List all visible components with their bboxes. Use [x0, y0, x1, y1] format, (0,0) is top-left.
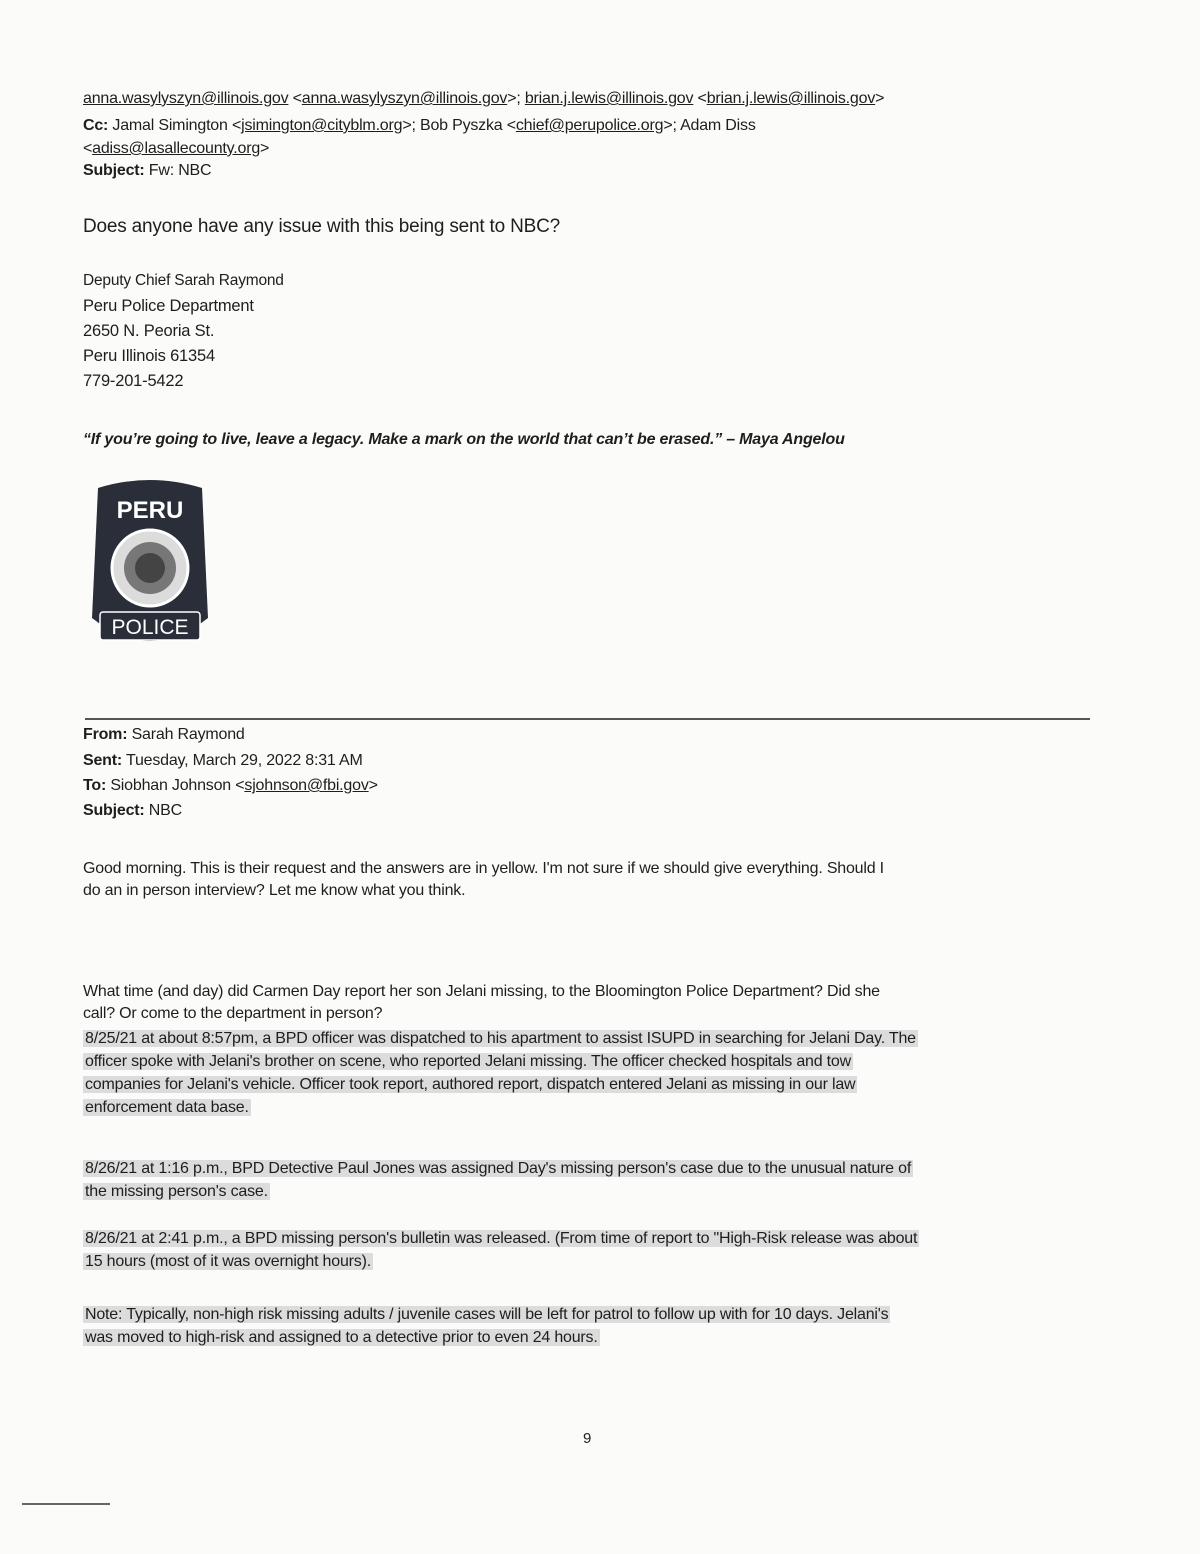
subject: NBC	[144, 802, 182, 819]
body-line: call? Or come to the department in person?	[83, 1005, 383, 1022]
text: >; Adam Diss	[663, 117, 756, 134]
body-line: do an in person interview? Let me know what you think.	[83, 882, 466, 899]
text: Siobhan Johnson <	[106, 777, 245, 794]
email-link[interactable]: brian.j.lewis@illinois.gov	[706, 90, 876, 107]
to-label: To:	[83, 777, 107, 794]
email-link[interactable]: adiss@lasallecounty.org	[92, 140, 261, 157]
note-line: Note: Typically, non-high risk missing adults / juvenile cases will be left for patrol to follow up with for 10 days. Jelani's	[85, 1306, 889, 1323]
text: Jamal Simington <	[108, 117, 242, 134]
signature-line: Peru Police Department	[83, 297, 254, 315]
sent-line	[83, 752, 363, 770]
body-line: Good morning. This is their request and the answers are in yellow. I'm not sure if we should give everything. Should I	[83, 860, 884, 877]
from-line	[83, 726, 245, 744]
subject-line	[83, 162, 211, 180]
text: >	[368, 777, 378, 794]
note-line: was moved to high-risk and assigned to a detective prior to even 24 hours.	[85, 1329, 598, 1346]
peru-police-badge-logo	[88, 478, 212, 656]
from-label: From:	[83, 726, 128, 743]
cc-label: Cc:	[83, 117, 109, 134]
answer-line: 8/25/21 at about 8:57pm, a BPD officer was dispatched to his apartment to assist ISUPD in searching for Jelani Day. The	[85, 1030, 916, 1047]
sent-label: Sent:	[83, 752, 123, 769]
answer-line: officer spoke with Jelani's brother on scene, who reported Jelani missing. The officer checked hospitals and tow	[85, 1053, 851, 1070]
text: >	[875, 90, 885, 107]
answer-line: companies for Jelani's vehicle. Officer took report, authored report, dispatch entered Jelani as missing in our law	[85, 1076, 856, 1093]
signature-line: Peru Illinois 61354	[83, 347, 215, 365]
answer-line: 8/26/21 at 1:16 p.m., BPD Detective Paul Jones was assigned Day's missing person's case due to the unusual nature of	[85, 1160, 912, 1177]
answer-line: enforcement data base.	[85, 1099, 249, 1116]
page-number: 9	[583, 1430, 592, 1447]
recipients-line	[83, 90, 884, 108]
subject-label: Subject:	[83, 162, 145, 179]
to-line	[83, 777, 378, 795]
divider	[85, 718, 1090, 720]
text: >	[260, 140, 270, 157]
email-link[interactable]: anna.wasylyszyn@illinois.gov	[83, 90, 289, 107]
quote: “If you’re going to live, leave a legacy. Make a mark on the world that can’t be erased.” – Maya Angelou	[83, 431, 845, 448]
logo-text: PERU	[116, 497, 184, 524]
email-link[interactable]: jsimington@cityblm.org	[241, 117, 403, 134]
answer-line: 15 hours (most of it was overnight hours).	[85, 1253, 371, 1270]
cc-line-2	[83, 140, 269, 158]
signature-line: Deputy Chief Sarah Raymond	[83, 272, 284, 289]
email-link[interactable]: sjohnson@fbi.gov	[244, 777, 369, 794]
sent: Tuesday, March 29, 2022 8:31 AM	[122, 752, 363, 769]
text: >;	[507, 90, 525, 107]
body-line: What time (and day) did Carmen Day report her son Jelani missing, to the Bloomington Police Department? Did she	[83, 983, 880, 1000]
signature-line: 2650 N. Peoria St.	[83, 322, 215, 340]
text: >; Bob Pyszka <	[402, 117, 516, 134]
answer-line: the missing person's case.	[85, 1183, 268, 1200]
answer-line: 8/26/21 at 2:41 p.m., a BPD missing person's bulletin was released. (From time of report to "High-Risk release was about	[85, 1230, 918, 1247]
subject: Fw: NBC	[144, 162, 212, 179]
email-link[interactable]: anna.wasylyszyn@illinois.gov	[301, 90, 508, 107]
logo-text: POLICE	[111, 616, 189, 639]
subject-label: Subject:	[83, 802, 145, 819]
email-link[interactable]: brian.j.lewis@illinois.gov	[524, 90, 694, 107]
signature-line: 779-201-5422	[83, 372, 184, 390]
subject-line	[83, 802, 182, 820]
from: Sarah Raymond	[127, 726, 245, 743]
cc-line	[83, 117, 756, 135]
text: <	[83, 140, 93, 157]
footer-line	[22, 1503, 110, 1505]
question: Does anyone have any issue with this being sent to NBC?	[83, 216, 560, 237]
text: <	[693, 90, 707, 107]
text: <	[288, 90, 302, 107]
email-link[interactable]: chief@perupolice.org	[515, 117, 664, 134]
